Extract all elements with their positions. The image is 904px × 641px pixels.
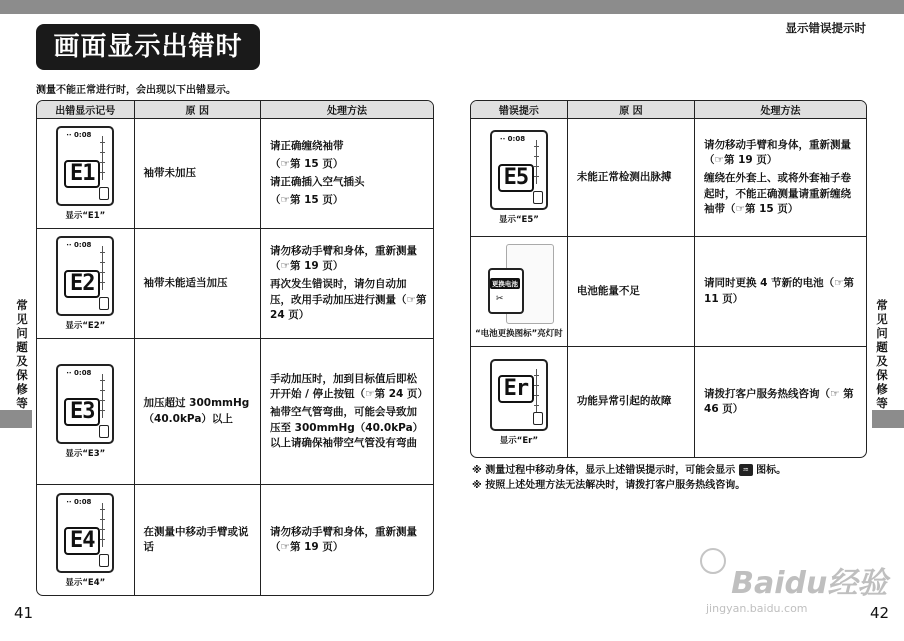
cause-cell: 功能异常引起的故障 bbox=[568, 347, 695, 457]
page-title: 画面显示出错时 bbox=[36, 24, 260, 70]
display-cell bbox=[37, 119, 135, 229]
table-row bbox=[37, 119, 433, 229]
table-row bbox=[471, 119, 866, 237]
header-display: 出错显示记号 bbox=[37, 101, 135, 119]
remedy-line: 请正确插入空气插头 bbox=[270, 176, 365, 188]
display-caption: 显示“E4” bbox=[65, 577, 106, 588]
lcd-display bbox=[56, 126, 114, 206]
remedy-cell bbox=[261, 485, 433, 595]
remedy-line: （☞第 15 页） bbox=[270, 194, 344, 207]
right-error-table bbox=[470, 100, 867, 458]
cause-cell: 袖带未加压 bbox=[135, 119, 262, 229]
display-cell bbox=[37, 485, 135, 595]
battery-icon: ✂ bbox=[495, 294, 504, 304]
table-row bbox=[37, 229, 433, 339]
remedy-cell bbox=[261, 119, 433, 229]
table-row bbox=[37, 339, 433, 485]
lcd-display bbox=[490, 130, 548, 210]
scale-icon bbox=[102, 374, 106, 418]
display-cell bbox=[471, 347, 568, 457]
table-row bbox=[37, 485, 433, 595]
header-remedy: 处理方法 bbox=[695, 101, 866, 119]
error-code: E5 bbox=[498, 164, 534, 192]
remedy-cell bbox=[695, 347, 866, 457]
scale-icon bbox=[102, 503, 106, 547]
cuff-icon bbox=[533, 412, 543, 425]
note-2: ※ 按照上述处理方法无法解决时，请拨打客户服务热线咨询。 bbox=[472, 480, 746, 491]
remedy-line: 缠绕在外套上、或将外套袖子卷起时，不能正确测量请重新缠绕袖带（☞第 15 页） bbox=[704, 172, 852, 215]
remedy-line: 请同时更换 4 节新的电池（☞第 11 页） bbox=[704, 277, 855, 305]
note-1 bbox=[472, 463, 786, 478]
baidu-watermark bbox=[700, 558, 887, 615]
error-code: E4 bbox=[64, 527, 100, 555]
lcd-time: ⋅⋅ 0:08 bbox=[66, 241, 92, 249]
battery-replace-icon: 更换电池 bbox=[491, 280, 518, 288]
display-caption: 显示“E5” bbox=[498, 215, 539, 225]
remedy-line: 请勿移动手臂和身体，重新测量（☞第 19 页） bbox=[704, 138, 852, 167]
body-movement-icon: ♒ bbox=[739, 464, 753, 476]
error-code: E3 bbox=[64, 398, 100, 426]
note-1-tail: 图标。 bbox=[756, 465, 787, 476]
remedy-cell bbox=[695, 119, 866, 237]
lcd-time: ⋅⋅ 0:08 bbox=[66, 369, 92, 377]
paw-logo-icon bbox=[700, 548, 726, 574]
display-cell bbox=[37, 339, 135, 485]
page-number-right: 42 bbox=[870, 604, 890, 622]
lcd-time: ⋅⋅ 0:08 bbox=[66, 497, 92, 506]
display-caption: 显示“E1” bbox=[65, 211, 106, 221]
lcd-display bbox=[56, 364, 114, 444]
remedy-line: 请勿移动手臂和身体，重新测量（☞第 19 页） bbox=[270, 525, 418, 553]
scale-icon bbox=[536, 140, 540, 184]
display-cell bbox=[37, 229, 135, 339]
side-label-left: 常见问题及保修等 bbox=[16, 298, 28, 410]
remedy-line: （☞第 15 页） bbox=[270, 157, 344, 170]
cause-cell: 未能正常检测出脉搏 bbox=[568, 119, 695, 237]
scale-icon bbox=[102, 136, 106, 180]
remedy-line: 请拨打客户服务热线咨询（☞ 第 46 页） bbox=[704, 387, 854, 415]
header-cause: 原 因 bbox=[135, 101, 262, 119]
table-header-row bbox=[37, 101, 433, 119]
remedy-line: 手动加压时，加到目标值后即松开开始 / 停止按钮（☞第 24 页） bbox=[270, 372, 429, 401]
remedy-cell bbox=[261, 339, 433, 485]
cuff-icon bbox=[99, 187, 109, 200]
cuff-icon bbox=[99, 554, 109, 567]
notes bbox=[472, 463, 786, 493]
watermark-url: jingyan.baidu.com bbox=[706, 602, 808, 615]
cause-cell: 电池能量不足 bbox=[568, 237, 695, 347]
display-caption: 显示“E3” bbox=[65, 449, 106, 459]
cause-cell: 加压超过 300mmHg（40.0kPa）以上 bbox=[135, 339, 262, 485]
cause-cell: 在测量中移动手臂或说话 bbox=[135, 485, 262, 595]
section-header: 显示错误提示时 bbox=[785, 21, 866, 35]
error-code: Er bbox=[498, 375, 534, 403]
cuff-icon bbox=[533, 191, 543, 204]
lcd-time: ⋅⋅ 0:08 bbox=[66, 131, 92, 139]
top-bar bbox=[0, 0, 904, 14]
cuff-icon bbox=[99, 297, 109, 310]
table-row bbox=[471, 347, 866, 457]
cause-cell: 袖带未能适当加压 bbox=[135, 229, 262, 339]
lcd-time: ⋅⋅ 0:08 bbox=[499, 135, 526, 143]
cuff-icon bbox=[99, 425, 109, 438]
lcd-display bbox=[490, 359, 548, 431]
remedy-cell bbox=[261, 229, 433, 339]
note-1-text: ※ 测量过程中移动身体，显示上述错误提示时，可能会显示 bbox=[472, 465, 736, 476]
page-number-left: 41 bbox=[14, 604, 34, 622]
error-code: E2 bbox=[64, 270, 100, 298]
intro-text: 测量不能正常进行时，会出现以下出错显示。 bbox=[36, 85, 236, 96]
display-cell bbox=[471, 119, 568, 237]
display-caption: 显示“E2” bbox=[65, 321, 106, 331]
header-cause: 原 因 bbox=[568, 101, 695, 119]
remedy-line: 再次发生错误时，请勿自动加压，改用手动加压进行测量（☞第 24 页） bbox=[270, 278, 427, 321]
table-header-row bbox=[471, 101, 866, 119]
error-code: E1 bbox=[64, 160, 100, 188]
lcd-zoom bbox=[488, 268, 524, 314]
display-caption: 显示“Er” bbox=[499, 435, 539, 446]
display-cell bbox=[471, 237, 568, 347]
remedy-line: 请正确缠绕袖带 bbox=[270, 139, 344, 152]
remedy-cell bbox=[695, 237, 866, 347]
watermark-main: Baidu经验 bbox=[731, 566, 888, 601]
side-tab-left bbox=[0, 410, 32, 428]
display-caption: “电池更换图标”亮灯时 bbox=[475, 329, 563, 339]
lcd-display bbox=[56, 236, 114, 316]
lcd-display bbox=[56, 493, 114, 573]
scale-icon bbox=[536, 369, 540, 413]
header-display: 错误提示 bbox=[471, 101, 568, 119]
scale-icon bbox=[102, 246, 106, 290]
remedy-line: 请勿移动手臂和身体，重新测量（☞第 19 页） bbox=[270, 244, 418, 273]
battery-display bbox=[482, 244, 556, 324]
table-row bbox=[471, 237, 866, 347]
remedy-line: 袖带空气管弯曲，可能会导致加压至 300mmHg（40.0kPa）以上请确保袖带空气管没有弯曲 bbox=[270, 406, 424, 449]
side-tab-right bbox=[872, 410, 904, 428]
left-error-table bbox=[36, 100, 434, 596]
side-label-right: 常见问题及保修等 bbox=[876, 298, 888, 410]
header-remedy: 处理方法 bbox=[261, 101, 433, 119]
